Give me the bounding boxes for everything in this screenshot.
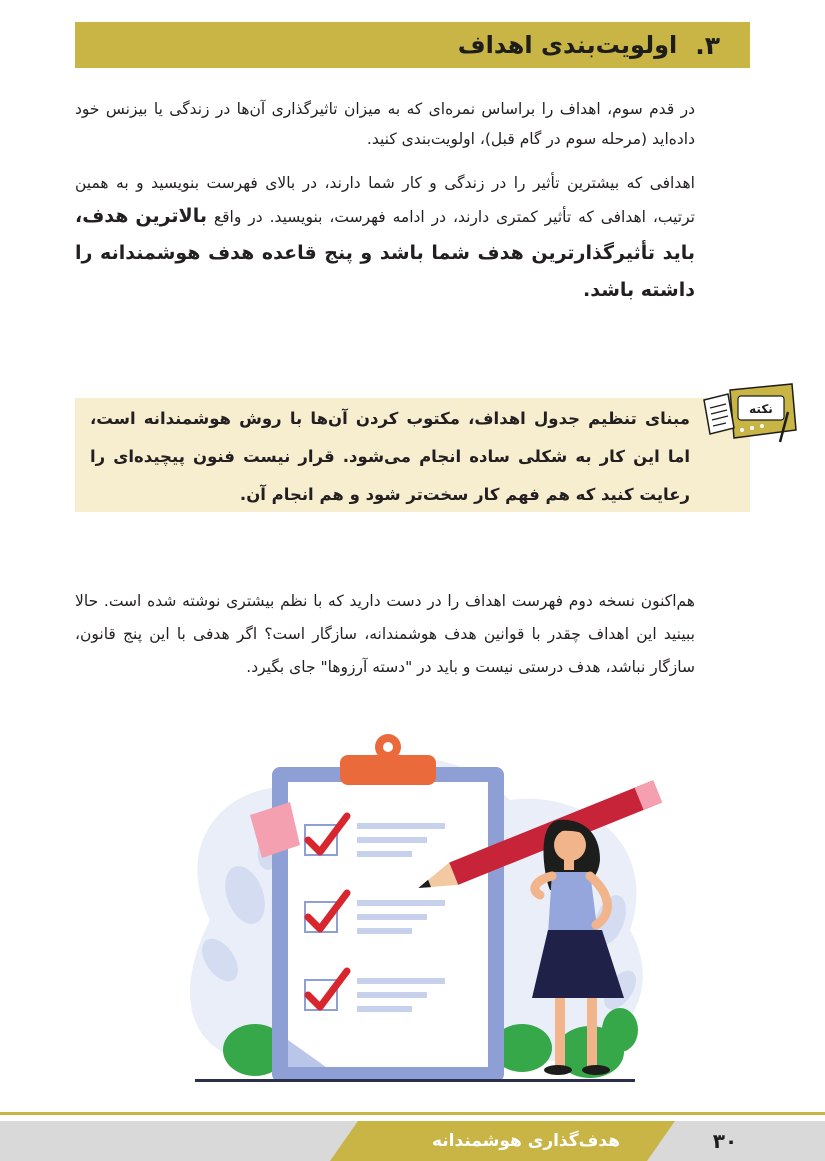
paragraph-2-bold-word: بالاترین <box>135 205 207 227</box>
section-number: ۳. <box>695 30 720 60</box>
paragraph-1: در قدم سوم، اهداف را براساس نمره‌ای که به میزان تاثیرگذاری آن‌ها در زندگی یا بیزنس خود داده‌اید (مرحله سوم در گام قبل)، اولویت‌بندی کنید. <box>75 100 695 148</box>
paragraph-3: هم‌اکنون نسخه دوم فهرست اهداف را در دست دارید که با نظم بیشتری نوشته شده است. حالا ببینید این اهداف چقدر با قوانین هدف هوشمندانه، سازگار است؟ اگر هدفی با این پنج قانون، سازگار نباشد، هدف درستی نیست و باید در "دسته آرزوها" جای بگیرد. <box>75 592 695 676</box>
note-label: نکته <box>749 402 773 416</box>
paragraph-2-text: اهدافی که بیشترین تأثیر را در زندگی و کار شما دارند، در بالای فهرست بنویسید و به همین ترتیب، اهدافی که تأثیر کمتری دارند، در ادامه فهرست، بنویسید. در واقع <box>75 174 695 226</box>
section-title: اولویت‌بندی اهداف <box>457 31 678 59</box>
footer-book-title: هدف‌گذاری هوشمندانه <box>431 1131 620 1151</box>
paragraph-2-bold-sentence: هدف، باید تأثیرگذارترین هدف شما باشد و پنج قاعده هدف هوشمندانه را داشته باشد. <box>75 205 695 301</box>
page-number: ۳۰ <box>712 1129 738 1153</box>
clipboard-checklist-illustration <box>150 730 680 1090</box>
note-text: مبنای تنظیم جدول اهداف، مکتوب کردن آن‌ها با روش هوشمندانه است، اما این کار به شکلی ساده انجام می‌شود. قرار نیست فنون پیچیده‌ای را رعایت کنید که هم فهم کار سخت‌تر شود و هم انجام آن. <box>90 409 690 504</box>
note-clipboard-icon <box>700 382 798 444</box>
section-header <box>75 22 750 68</box>
footer-divider <box>0 1112 825 1115</box>
paragraph-2 <box>75 168 695 309</box>
